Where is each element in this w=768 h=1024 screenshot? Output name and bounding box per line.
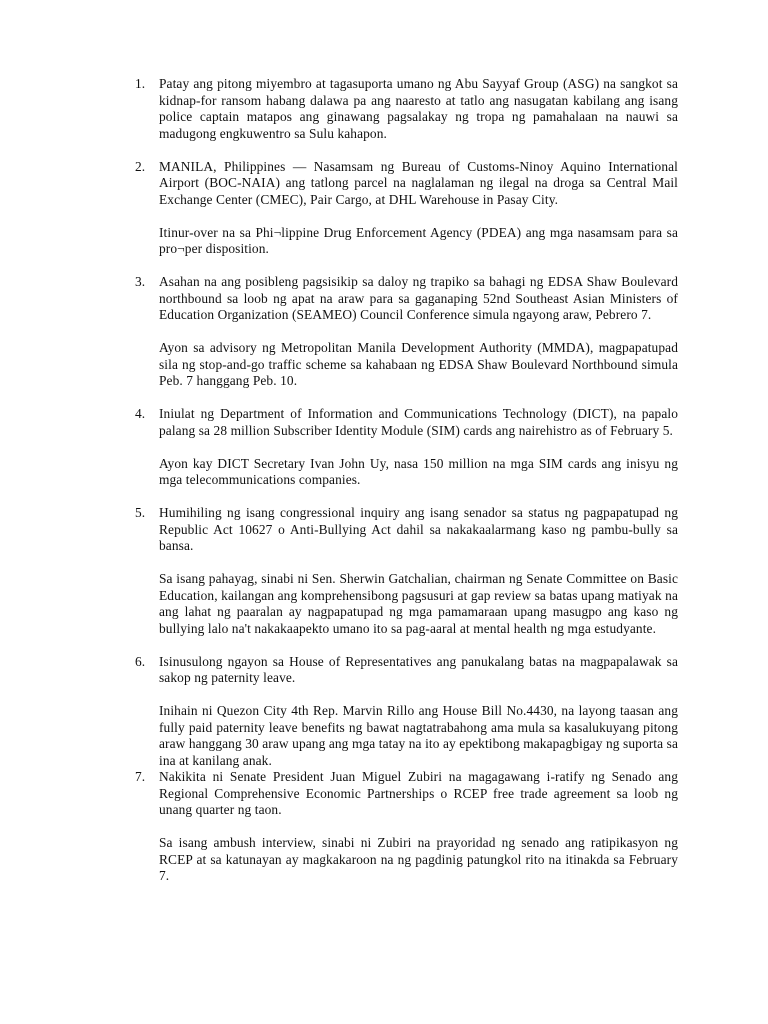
item-paragraph: Asahan na ang posibleng pagsisikip sa daloy ng trapiko sa bahagi ng EDSA Shaw Boulevard northbound sa loob ng apat na araw para sa gaganaping 52nd Southeast Asian Ministers of Education Organization (SEAMEO) Council Conference simula ngayong araw, Pebrero 7. [159,274,678,322]
item-paragraph: Inihain ni Quezon City 4th Rep. Marvin Rillo ang House Bill No.4430, na layong taasan ang fully paid paternity leave benefits ng bawat nagtatrabahong ama mula sa kasalukuyang pitong araw hanggang 30 araw upang ang mga tatay na ito ay epektibong makapagbigay ng suporta sa ina at kanilang anak. [159,703,678,768]
item-number: 6. [135,653,146,669]
item-number: 1. [135,76,146,91]
news-list [135,76,678,885]
list-item-3 [135,274,678,390]
list-item-2 [135,159,678,258]
item-paragraph: Isinusulong ngayon sa House of Representatives ang panukalang batas na magpapalawak sa sakop ng paternity leave. [159,653,678,685]
list-item-7 [135,769,678,885]
list-item-6 [135,654,678,770]
item-paragraph: Ayon sa advisory ng Metropolitan Manila Development Authority (MMDA), magpapatupad sila ng stop-and-go traffic scheme sa kahabaan ng EDSA Shaw Boulevard Northbound simula Peb. 7 hanggang Peb. 10. [159,340,678,388]
item-number: 4. [135,406,146,421]
item-paragraph: Patay ang pitong miyembro at tagasuporta umano ng Abu Sayyaf Group (ASG) na sangkot sa kidnap-for ransom habang dalawa pa ang naaresto at tatlo ang nasugatan kabilang ang isang police captain matapos ang ginawang pagsalakay ng tropa ng pamahalaan na nauwi sa madugong engkuwentro sa Sulu kahapon. [159,76,678,141]
item-number: 7. [135,769,146,784]
item-number: 5. [135,505,146,520]
list-item-1 [135,76,678,142]
list-item-4 [135,406,678,489]
item-paragraph: Sa isang pahayag, sinabi ni Sen. Sherwin Gatchalian, chairman ng Senate Committee on Basic Education, kailangan ang komprehensibong pagsusuri at gap review sa batas upang matiyak na ang lahat ng paaralan ay nagpapatupad ng mga pamamaraan upang masugpo ang kaso ng bullying lalo na't nakakaapekto umano ito sa pag-aaral at mental health ng mga estudyante. [159,571,678,636]
item-number: 2. [135,158,146,174]
item-number: 3. [135,274,146,289]
item-paragraph: Sa isang ambush interview, sinabi ni Zubiri na prayoridad ng senado ang ratipikasyon ng RCEP at sa katunayan ay magkakaroon na ng pagdinig patungkol rito na itinakda sa February 7. [159,835,678,883]
item-paragraph: MANILA, Philippines — Nasamsam ng Bureau of Customs-Ninoy Aquino International Airport (BOC-NAIA) ang tatlong parcel na naglalaman ng ilegal na droga sa Central Mail Exchange Center (CMEC), Pair Cargo, at DHL Warehouse in Pasay City. [159,158,678,207]
item-paragraph: Nakikita ni Senate President Juan Miguel Zubiri na magagawang i-ratify ng Senado ang Regional Comprehensive Economic Partnerships o RCEP free trade agreement sa loob ng unang quarter ng taon. [159,769,678,817]
list-item-5 [135,505,678,637]
item-paragraph: Ayon kay DICT Secretary Ivan John Uy, nasa 150 million na mga SIM cards ang inisyu ng mga telecommunications companies. [159,455,678,487]
item-paragraph: Itinur-over na sa Phi¬lippine Drug Enforcement Agency (PDEA) ang mga nasamsam para sa pro¬per disposition. [159,224,678,256]
item-paragraph: Humihiling ng isang congressional inquiry ang isang senador sa status ng pagpapatupad ng Republic Act 10627 o Anti-Bullying Act dahil sa nakakaalarmang kaso ng pambu-bully sa bansa. [159,505,678,553]
item-paragraph: Iniulat ng Department of Information and Communications Technology (DICT), na papalo palang sa 28 million Subscriber Identity Module (SIM) cards ang nairehistro as of February 5. [159,406,678,438]
